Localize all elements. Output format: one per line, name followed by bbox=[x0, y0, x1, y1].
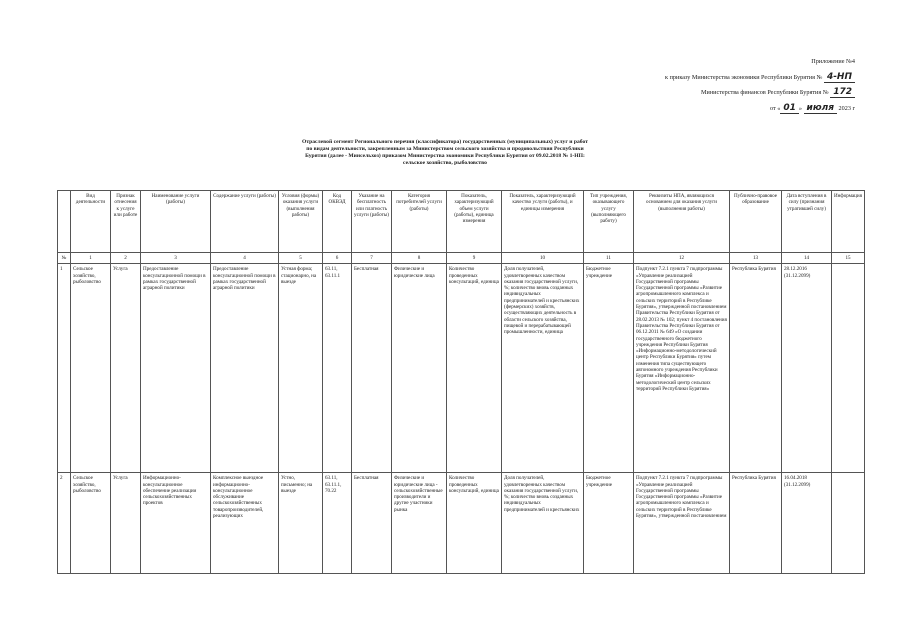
activity-type-text: Сельское хозяйство, рыболовство bbox=[73, 475, 101, 494]
institution-type-text: Бюджетное учреждение bbox=[586, 475, 613, 488]
header-cell: Публично-правовое образование bbox=[730, 191, 782, 253]
okved-code-cell bbox=[323, 473, 352, 574]
public-entity-cell: Республика Бурятия bbox=[730, 264, 782, 473]
service-form-cell bbox=[279, 473, 323, 574]
column-number: 11 bbox=[584, 253, 634, 264]
service-sign-cell: Услуга bbox=[111, 264, 141, 473]
service-sign-text: Услуга bbox=[113, 475, 128, 482]
header-cell: Информация bbox=[832, 191, 865, 253]
consumer-category-cell bbox=[392, 473, 447, 574]
order-line-economy-text: к приказу Министерства экономики Республики Бурятия № bbox=[665, 74, 823, 81]
consumer-category-cell: Физические и юридические лица bbox=[392, 264, 447, 473]
column-number: 1 bbox=[71, 253, 111, 264]
date-year: 2023 г bbox=[838, 105, 855, 112]
service-form-cell: Устная форма; стационарно, на выезде bbox=[279, 264, 323, 473]
order-line-finance bbox=[701, 87, 855, 97]
consumer-category-text: Физические и юридические лица - сельскохозяйственные производители и другие участники рынка bbox=[394, 475, 443, 513]
volume-indicator-cell: Количество проведенных консультаций, единица bbox=[447, 264, 502, 473]
order-number-economy: 4-НП bbox=[824, 72, 855, 83]
legal-basis-text: Подпункт 7.2.1 пункта 7 подпрограммы «Управление реализацией Государственной программы Государственной программы «Развитие агропромышленного комплекса и сельских территорий в Республике Бурятия», утвержденной постановлением bbox=[636, 475, 727, 520]
column-number: 9 bbox=[447, 253, 502, 264]
service-form-text: Устно, письменно; на выезде bbox=[281, 475, 313, 494]
table-row bbox=[58, 264, 865, 473]
table-header-row bbox=[58, 191, 865, 253]
service-content-cell bbox=[211, 473, 279, 574]
legal-basis-cell bbox=[634, 473, 730, 574]
column-number: 12 bbox=[634, 253, 730, 264]
service-name-text: Информационно-консультационное обеспечение реализации сельскохозяйственных проектов bbox=[143, 475, 197, 507]
institution-type-cell: Бюджетное учреждение bbox=[584, 264, 634, 473]
header-cell: Признак отнесения к услуге или работе bbox=[111, 191, 141, 253]
public-entity-cell bbox=[730, 473, 782, 574]
quality-indicator-cell bbox=[502, 473, 584, 574]
header-cell: Категория потребителей услуги (работы) bbox=[392, 191, 447, 253]
column-number: 5 bbox=[279, 253, 323, 264]
effective-date-cell: 28.12.2016 (31.12.2099) bbox=[782, 264, 832, 473]
header-cell: Показатель, характеризующий качество услуги (работы), и единицы измерения bbox=[502, 191, 584, 253]
header-cell: Вид деятельности bbox=[71, 191, 111, 253]
column-number: 8 bbox=[392, 253, 447, 264]
service-content-text: Комплексное выездное информационно-консультационное обслуживание сельскохозяйственных товаропроизводителей, реализующих bbox=[213, 475, 264, 520]
volume-indicator-text: Количество проведенных консультаций, единица bbox=[449, 475, 499, 494]
activity-type-cell bbox=[71, 473, 111, 574]
info-cell bbox=[832, 473, 865, 574]
legal-basis-cell: Подпункт 7.2.1 пункта 7 подпрограммы «Управление реализацией Государственной программы Государственной программы «Развитие агропромышленного комплекса и сельских территорий в Республике Бурятия», утвержденной постановлением Правительства Республики Бурятия от 28.02.2013 № 102; пункт 4 постановления Правительства Республики Бурятия от 06.12.2011 № 649 «О создании государственного бюджетного учреждения Республики Бурятия «Информационно-методологический центр Республики Бурятия» путем изменения типа существующего автономного учреждения Республики Бурятия «Информационно-методологический центр сельских территорий Республики Бурятия» bbox=[634, 264, 730, 473]
service-sign-cell bbox=[111, 473, 141, 574]
header-cell: Код ОКВЭД bbox=[323, 191, 352, 253]
header-cell: Показатель, характеризующий объем услуги (работы), единица измерения bbox=[447, 191, 502, 253]
order-line-economy bbox=[665, 72, 855, 82]
document-title: Отраслевой сегмент Регионального перечня (классификатора) государственных (муниципальных) услуг и работ по видам деятельности, закрепленным за Министерством сельского хозяйства и продовольствия Республики Бурятия (далее - Минсельхоз) приказом Министерства экономики Республики Бурятия от 09.02.2018 № 1-НП: сельское хозяйство, рыболовство bbox=[301, 139, 588, 166]
effective-date-cell bbox=[782, 473, 832, 574]
header-cell: Тип учреждения, оказывающего услугу (выполняющего работу) bbox=[584, 191, 634, 253]
quality-indicator-cell: Доля получателей, удовлетворенных качеством оказания государственной услуги, %; количество вновь созданных индивидуальных предпринимателей и крестьянских (фермерских) хозяйств, осуществляющих деятельность в области сельского хозяйства, пищевой и перерабатывающей промышленности, единица bbox=[502, 264, 584, 473]
volume-indicator-cell bbox=[447, 473, 502, 574]
header-cell: Указание на бесплатность или платность услуги (работы) bbox=[352, 191, 392, 253]
row-number-text: 2 bbox=[60, 475, 63, 482]
service-name-cell bbox=[141, 473, 211, 574]
info-cell bbox=[832, 264, 865, 473]
column-number: 6 bbox=[323, 253, 352, 264]
date-month: июля bbox=[804, 103, 837, 114]
okved-code-text: 63.11, 63.11.1, 70.22 bbox=[325, 475, 342, 494]
column-number: № bbox=[58, 253, 71, 264]
service-name-cell: Предоставление консультационной помощи в рамках государственной аграрной политики bbox=[141, 264, 211, 473]
header-cell: Реквизиты НПА, являющихся основанием для оказания услуги (выполнения работы) bbox=[634, 191, 730, 253]
institution-type-cell bbox=[584, 473, 634, 574]
header-cell: Условия (формы) оказания услуги (выполнения работы) bbox=[279, 191, 323, 253]
services-table bbox=[57, 190, 865, 574]
column-number-row bbox=[58, 253, 865, 264]
order-number-finance: 172 bbox=[830, 87, 855, 98]
info-text bbox=[834, 475, 862, 571]
column-number: 13 bbox=[730, 253, 782, 264]
row-number bbox=[58, 473, 71, 574]
column-number: 14 bbox=[782, 253, 832, 264]
date-prefix: от « bbox=[770, 105, 781, 112]
column-number: 3 bbox=[141, 253, 211, 264]
okved-code-cell: 63.11, 63.11.1 bbox=[323, 264, 352, 473]
payment-cell: Бесплатная bbox=[352, 264, 392, 473]
activity-type-cell: Сельское хозяйство, рыболовство bbox=[71, 264, 111, 473]
effective-date-text: 16.04.2018 (31.12.2099) bbox=[784, 475, 811, 488]
service-content-cell: Предоставление консультационной помощи в рамках государственной аграрной политики bbox=[211, 264, 279, 473]
column-number: 2 bbox=[111, 253, 141, 264]
column-number: 10 bbox=[502, 253, 584, 264]
header-cell: Наименование услуги (работы) bbox=[141, 191, 211, 253]
public-entity-text: Республика Бурятия bbox=[732, 475, 776, 482]
row-number: 1 bbox=[58, 264, 71, 473]
table-row bbox=[58, 473, 865, 574]
payment-cell bbox=[352, 473, 392, 574]
column-number: 15 bbox=[832, 253, 865, 264]
date-quote: » bbox=[798, 105, 802, 112]
order-line-finance-text: Министерства финансов Республики Бурятия № bbox=[701, 89, 829, 96]
column-number: 4 bbox=[211, 253, 279, 264]
payment-text: Бесплатная bbox=[354, 475, 379, 482]
quality-indicator-text: Доля получателей, удовлетворенных качеством оказания государственной услуги, %; количество вновь созданных индивидуальных предпринимателей и крестьянских bbox=[504, 475, 580, 513]
header-cell: Дата вступления в силу (признания утратившей силу) bbox=[782, 191, 832, 253]
header-cell-blank bbox=[58, 191, 71, 253]
order-date-line bbox=[770, 103, 855, 113]
appendix-label: Приложение №4 bbox=[811, 58, 855, 65]
header-cell: Содержание услуги (работы) bbox=[211, 191, 279, 253]
column-number: 7 bbox=[352, 253, 392, 264]
date-day: 01 bbox=[780, 103, 799, 114]
